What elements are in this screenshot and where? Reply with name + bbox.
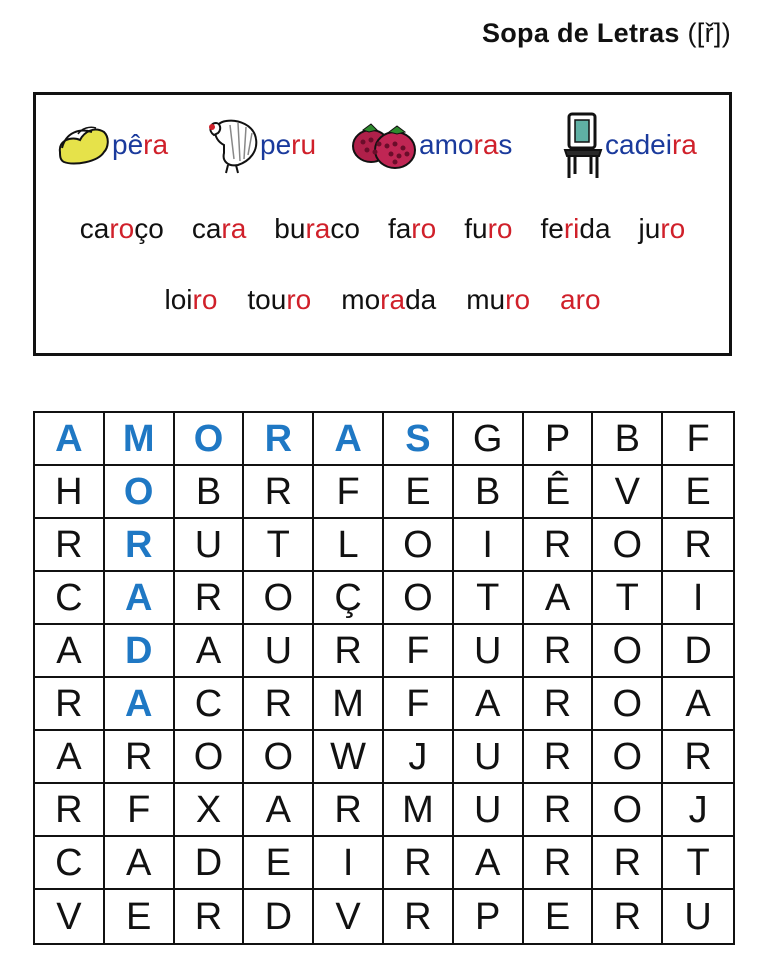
turkey-icon bbox=[204, 115, 260, 175]
grid-cell[interactable]: E bbox=[384, 466, 454, 519]
grid-cell[interactable]: T bbox=[244, 519, 314, 572]
grid-cell[interactable]: H bbox=[35, 466, 105, 519]
grid-cell[interactable]: O bbox=[384, 519, 454, 572]
grid-cell[interactable]: I bbox=[454, 519, 524, 572]
grid-cell[interactable]: R bbox=[244, 678, 314, 731]
grid-cell[interactable]: R bbox=[593, 837, 663, 890]
grid-cell[interactable]: G bbox=[454, 413, 524, 466]
grid-cell[interactable]: R bbox=[175, 890, 245, 943]
word-amoras: amoras bbox=[419, 129, 513, 160]
grid-cell[interactable]: A bbox=[244, 784, 314, 837]
grid-cell[interactable]: U bbox=[684, 895, 712, 938]
word-item: juro bbox=[638, 213, 686, 244]
grid-cell[interactable]: O bbox=[593, 678, 663, 731]
word-item: caroço bbox=[79, 213, 164, 244]
grid-cell[interactable]: R bbox=[663, 731, 733, 784]
word-search-grid bbox=[33, 411, 735, 945]
grid-cell[interactable]: O bbox=[384, 572, 454, 625]
grid-cell[interactable]: I bbox=[314, 837, 384, 890]
picture-word-peru bbox=[204, 95, 316, 195]
word-item: aro bbox=[560, 284, 601, 315]
grid-cell[interactable]: O bbox=[175, 413, 245, 466]
grid-cell[interactable]: B bbox=[175, 466, 245, 519]
grid-cell[interactable]: A bbox=[524, 572, 594, 625]
word-cadeira: cadeira bbox=[605, 129, 697, 160]
grid-cell[interactable]: R bbox=[663, 519, 733, 572]
grid-cell[interactable]: R bbox=[384, 837, 454, 890]
word-item: ferida bbox=[540, 213, 611, 244]
grid-cell[interactable]: M bbox=[105, 413, 175, 466]
grid-cell[interactable]: M bbox=[384, 784, 454, 837]
grid-cell[interactable]: A bbox=[35, 413, 105, 466]
grid-cell[interactable]: P bbox=[454, 890, 524, 943]
grid-cell[interactable]: B bbox=[593, 413, 663, 466]
grid-cell[interactable]: R bbox=[244, 466, 314, 519]
grid-cell[interactable]: O bbox=[105, 466, 175, 519]
grid-cell[interactable]: A bbox=[105, 678, 175, 731]
page-title bbox=[482, 18, 731, 49]
grid-cell[interactable]: E bbox=[244, 837, 314, 890]
picture-word-cadeira bbox=[561, 95, 697, 195]
grid-cell[interactable]: T bbox=[454, 572, 524, 625]
grid-cell[interactable]: U bbox=[244, 625, 314, 678]
grid-cell[interactable]: O bbox=[593, 731, 663, 784]
grid-cell[interactable]: R bbox=[244, 413, 314, 466]
grid-cell[interactable]: A bbox=[175, 625, 245, 678]
grid-cell[interactable]: F bbox=[105, 784, 175, 837]
word-list-box bbox=[33, 92, 732, 356]
grid-cell[interactable]: D bbox=[663, 625, 733, 678]
grid-cell[interactable]: A bbox=[35, 731, 105, 784]
title-phoneme: ([ř]) bbox=[687, 18, 731, 48]
grid-cell[interactable]: T bbox=[593, 572, 663, 625]
grid-cell[interactable]: R bbox=[524, 784, 594, 837]
grid-cell[interactable]: V bbox=[593, 466, 663, 519]
grid-cell[interactable]: D bbox=[244, 890, 314, 943]
pear-icon bbox=[54, 122, 112, 168]
picture-words-row bbox=[36, 95, 729, 195]
word-item: furo bbox=[464, 213, 513, 244]
grid-cell[interactable]: Ê bbox=[524, 466, 594, 519]
words-row-2 bbox=[36, 195, 729, 263]
grid-cell[interactable]: W bbox=[314, 731, 384, 784]
grid-cell[interactable]: A bbox=[454, 837, 524, 890]
grid-cell[interactable]: I bbox=[663, 572, 733, 625]
grid-cell[interactable]: C bbox=[35, 837, 105, 890]
grid-cell[interactable]: R bbox=[524, 678, 594, 731]
grid-cell[interactable]: F bbox=[384, 625, 454, 678]
grid-cell[interactable]: U bbox=[454, 784, 524, 837]
grid-cell[interactable]: T bbox=[663, 837, 733, 890]
grid-cell[interactable]: E bbox=[663, 466, 733, 519]
grid-cell[interactable]: S bbox=[384, 413, 454, 466]
word-peru: peru bbox=[260, 129, 317, 160]
grid-cell[interactable]: C bbox=[175, 678, 245, 731]
grid-cell[interactable]: A bbox=[663, 678, 733, 731]
grid-cell[interactable]: X bbox=[175, 784, 245, 837]
title-text: Sopa de Letras bbox=[481, 18, 680, 48]
grid-cell[interactable]: R bbox=[524, 731, 594, 784]
grid-cell[interactable]: O bbox=[593, 519, 663, 572]
word-item: touro bbox=[247, 284, 312, 315]
word-pera: pêra bbox=[112, 129, 169, 160]
grid-cell[interactable]: J bbox=[663, 784, 733, 837]
word-item: faro bbox=[387, 213, 437, 244]
grid-cell[interactable]: R bbox=[314, 784, 384, 837]
grid-cell[interactable]: P bbox=[524, 413, 594, 466]
grid-cell[interactable]: R bbox=[593, 890, 663, 943]
grid-cell[interactable]: R bbox=[524, 519, 594, 572]
grid-cell[interactable]: A bbox=[314, 413, 384, 466]
grid-cell[interactable]: R bbox=[384, 890, 454, 943]
grid-cell[interactable]: E bbox=[105, 890, 175, 943]
grid-cell[interactable]: U bbox=[175, 519, 245, 572]
grid-cell[interactable]: Ç bbox=[314, 572, 384, 625]
word-item: morada bbox=[341, 284, 437, 315]
picture-word-amoras bbox=[349, 95, 512, 195]
picture-word-pera bbox=[54, 95, 168, 195]
grid-cell[interactable]: R bbox=[314, 625, 384, 678]
chair-icon bbox=[561, 110, 605, 180]
raspberries-icon bbox=[349, 118, 419, 172]
grid-cell[interactable]: R bbox=[35, 678, 105, 731]
grid-cell[interactable]: D bbox=[175, 837, 245, 890]
grid-cell[interactable]: R bbox=[175, 572, 245, 625]
grid-cell[interactable]: F bbox=[384, 678, 454, 731]
grid-cell[interactable]: R bbox=[524, 625, 594, 678]
grid-cell[interactable]: A bbox=[105, 572, 175, 625]
word-item: loiro bbox=[164, 284, 218, 315]
grid-cell[interactable]: V bbox=[35, 890, 105, 943]
grid-cell[interactable]: J bbox=[384, 731, 454, 784]
grid-cell[interactable]: R bbox=[524, 837, 594, 890]
grid-cell[interactable]: D bbox=[105, 625, 175, 678]
grid-cell[interactable]: O bbox=[593, 625, 663, 678]
grid-cell[interactable]: R bbox=[35, 784, 105, 837]
grid-cell[interactable]: A bbox=[454, 678, 524, 731]
grid-cell[interactable]: C bbox=[35, 572, 105, 625]
word-item: buraco bbox=[274, 213, 360, 244]
grid-cell[interactable]: O bbox=[244, 731, 314, 784]
grid-cell[interactable]: A bbox=[105, 837, 175, 890]
word-item: muro bbox=[466, 284, 531, 315]
grid-cell[interactable]: R bbox=[105, 731, 175, 784]
grid-cell[interactable]: M bbox=[314, 678, 384, 731]
grid-cell[interactable]: L bbox=[314, 519, 384, 572]
grid-cell[interactable]: F bbox=[663, 413, 733, 466]
grid-cell[interactable]: R bbox=[105, 519, 175, 572]
grid-cell[interactable]: O bbox=[593, 784, 663, 837]
word-item: cara bbox=[191, 213, 247, 244]
grid-cell[interactable]: B bbox=[454, 466, 524, 519]
grid-cell[interactable]: R bbox=[35, 519, 105, 572]
grid-cell[interactable]: U bbox=[454, 625, 524, 678]
grid-cell[interactable]: E bbox=[524, 890, 594, 943]
grid-cell[interactable]: U bbox=[454, 731, 524, 784]
grid-cell[interactable]: A bbox=[35, 625, 105, 678]
grid-cell[interactable]: O bbox=[244, 572, 314, 625]
grid-cell[interactable]: O bbox=[175, 731, 245, 784]
grid-cell[interactable]: V bbox=[314, 890, 384, 943]
grid-cell[interactable]: F bbox=[314, 466, 384, 519]
words-row-3 bbox=[36, 265, 729, 335]
